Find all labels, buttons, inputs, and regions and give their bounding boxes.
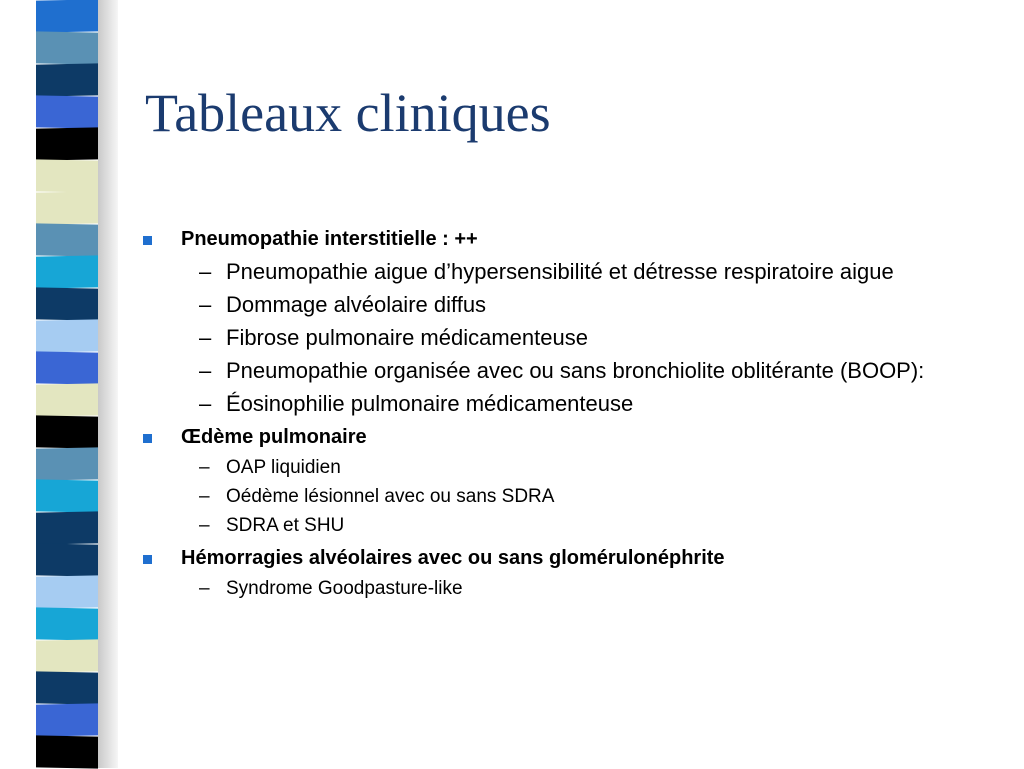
- sub-bullet-text: Éosinophilie pulmonaire médicamenteuse: [226, 391, 634, 416]
- stripe-segment: [36, 287, 98, 320]
- sub-bullet-item: [140, 324, 990, 351]
- stripe-segment: [36, 447, 98, 480]
- stripe-segment: [36, 319, 98, 352]
- stripe-segment: [36, 0, 98, 33]
- stripe-segment: [36, 735, 98, 768]
- decorative-stripe-band: [0, 0, 118, 768]
- sub-bullet-text: OAP liquidien: [226, 457, 341, 478]
- bullet-item: [140, 424, 990, 450]
- stripe-segment: [36, 63, 98, 96]
- sub-bullet-item: [140, 577, 990, 601]
- sub-bullet-item: [140, 485, 990, 509]
- stripe-segment: [36, 159, 98, 192]
- bullet-heading: Œdème pulmonaire: [181, 426, 367, 448]
- sub-bullet-item: [140, 291, 990, 318]
- slide-title: Tableaux cliniques: [145, 83, 551, 143]
- dash-bullet-icon: –: [199, 457, 210, 478]
- sub-bullet-text: Pneumopathie aigue d’hypersensibilité et détresse respiratoire aigue: [226, 259, 894, 284]
- sub-bullet-text: Oédème lésionnel avec ou sans SDRA: [226, 486, 555, 507]
- sub-bullet-item: [140, 258, 990, 285]
- stripe-segment: [36, 191, 98, 224]
- stripe-segment: [36, 351, 98, 384]
- dash-bullet-icon: –: [199, 486, 210, 507]
- sub-bullet-item: [140, 357, 990, 384]
- sub-bullet-text: Syndrome Goodpasture-like: [226, 578, 463, 599]
- stripe-segment: [36, 511, 98, 544]
- stripe-column: [36, 0, 98, 768]
- stripe-segment: [36, 671, 98, 704]
- sub-bullet-text: SDRA et SHU: [226, 515, 345, 536]
- stripe-segment: [36, 223, 98, 256]
- dash-bullet-icon: –: [199, 515, 210, 536]
- stripe-segment: [36, 127, 98, 160]
- stripe-segment: [36, 639, 98, 672]
- stripe-shadow: [98, 0, 118, 768]
- dash-bullet-icon: –: [199, 391, 212, 416]
- dash-bullet-icon: –: [199, 259, 212, 284]
- bullet-heading: Pneumopathie interstitielle : ++: [181, 228, 478, 250]
- sub-bullet-text: Fibrose pulmonaire médicamenteuse: [226, 325, 588, 350]
- square-bullet-icon: [143, 236, 152, 245]
- sub-bullet-text: Dommage alvéolaire diffus: [226, 292, 487, 317]
- sub-bullet-item: [140, 390, 990, 417]
- dash-bullet-icon: –: [199, 358, 212, 383]
- stripe-segment: [36, 607, 98, 640]
- sub-bullet-item: [140, 514, 990, 538]
- sub-bullet-item: [140, 456, 990, 480]
- slide-body: [140, 226, 990, 606]
- sub-bullet-text: Pneumopathie organisée avec ou sans bronchiolite oblitérante (BOOP):: [226, 358, 925, 383]
- stripe-segment: [36, 31, 98, 64]
- square-bullet-icon: [143, 434, 152, 443]
- bullet-item: [140, 226, 990, 252]
- stripe-segment: [36, 479, 98, 512]
- stripe-segment: [36, 255, 98, 288]
- stripe-segment: [36, 383, 98, 416]
- bullet-heading: Hémorragies alvéolaires avec ou sans glomérulonéphrite: [181, 547, 725, 569]
- stripe-segment: [36, 95, 98, 128]
- bullet-item: [140, 545, 990, 571]
- stripe-segment: [36, 575, 98, 608]
- dash-bullet-icon: –: [199, 578, 210, 599]
- dash-bullet-icon: –: [199, 325, 212, 350]
- stripe-segment: [36, 703, 98, 736]
- dash-bullet-icon: –: [199, 292, 212, 317]
- stripe-segment: [36, 543, 98, 576]
- square-bullet-icon: [143, 555, 152, 564]
- stripe-segment: [36, 415, 98, 448]
